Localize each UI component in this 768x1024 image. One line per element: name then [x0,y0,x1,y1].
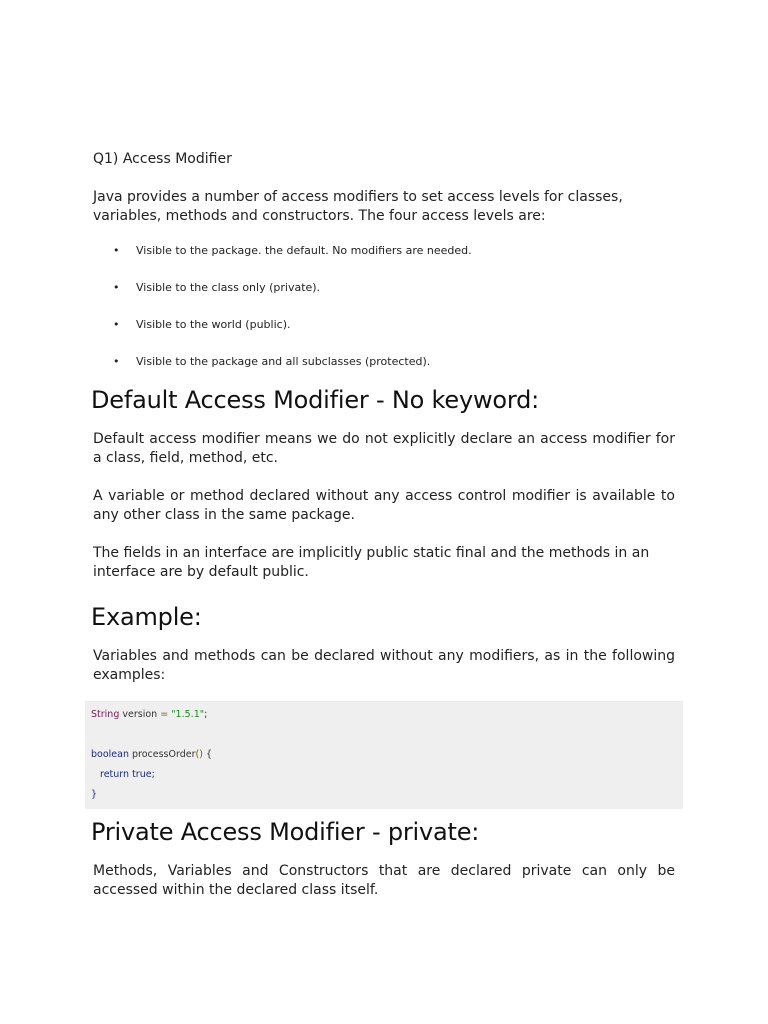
code-type-keyword: String [91,709,120,720]
list-item [93,244,675,258]
code-keyword: return [100,769,130,780]
private-paragraph: Methods, Variables and Constructors that are declared private can only be accessed within the declared class itself. [93,863,675,898]
bullet-icon: • [113,244,120,257]
list-item-text: Visible to the package and all subclasses (protected). [136,355,431,368]
default-paragraph-2: A variable or method declared without any access control modifier is available to any other class in the same package. [93,488,675,523]
code-line [85,765,683,785]
question-title: Q1) Access Modifier [93,151,232,167]
list-item-text: Visible to the package. the default. No modifiers are needed. [136,244,472,257]
code-punctuation: ; [204,709,208,720]
code-punctuation: ; [151,769,155,780]
code-identifier: version [119,709,161,720]
bullet-icon: • [113,281,120,294]
access-levels-list [93,244,675,369]
example-heading: Example: [91,603,202,631]
code-brace: } [91,789,98,800]
code-line [85,745,683,765]
list-item [93,318,675,332]
code-string: "1.5.1" [168,709,205,720]
default-paragraph-1: Default access modifier means we do not explicitly declare an access modifier for a class, field, method, etc. [93,431,675,466]
list-item-text: Visible to the world (public). [136,318,291,331]
code-identifier: processOrder [128,749,196,760]
example-paragraph: Variables and methods can be declared without any modifiers, as in the following examples: [93,648,675,683]
private-modifier-heading: Private Access Modifier - private: [91,818,480,846]
code-punctuation: () [195,749,203,760]
list-item-text: Visible to the class only (private). [136,281,321,294]
code-brace: { [202,749,213,760]
code-sample [85,701,683,809]
code-line [85,705,683,725]
bullet-icon: • [113,318,120,331]
default-modifier-heading: Default Access Modifier - No keyword: [91,386,540,414]
intro-paragraph: Java provides a number of access modifiers to set access levels for classes, variables, methods and constructors. The four access levels are: [93,189,623,224]
list-item [93,355,675,369]
code-blank-line [85,725,683,745]
document-page [93,150,675,900]
code-line [85,785,683,805]
bullet-icon: • [113,355,120,368]
list-item [93,281,675,295]
code-operator: = [160,709,169,720]
code-type-keyword: boolean [91,749,129,760]
code-literal: true [129,769,152,780]
default-paragraph-3: The fields in an interface are implicitly public static final and the methods in an interface are by default public. [93,545,650,580]
